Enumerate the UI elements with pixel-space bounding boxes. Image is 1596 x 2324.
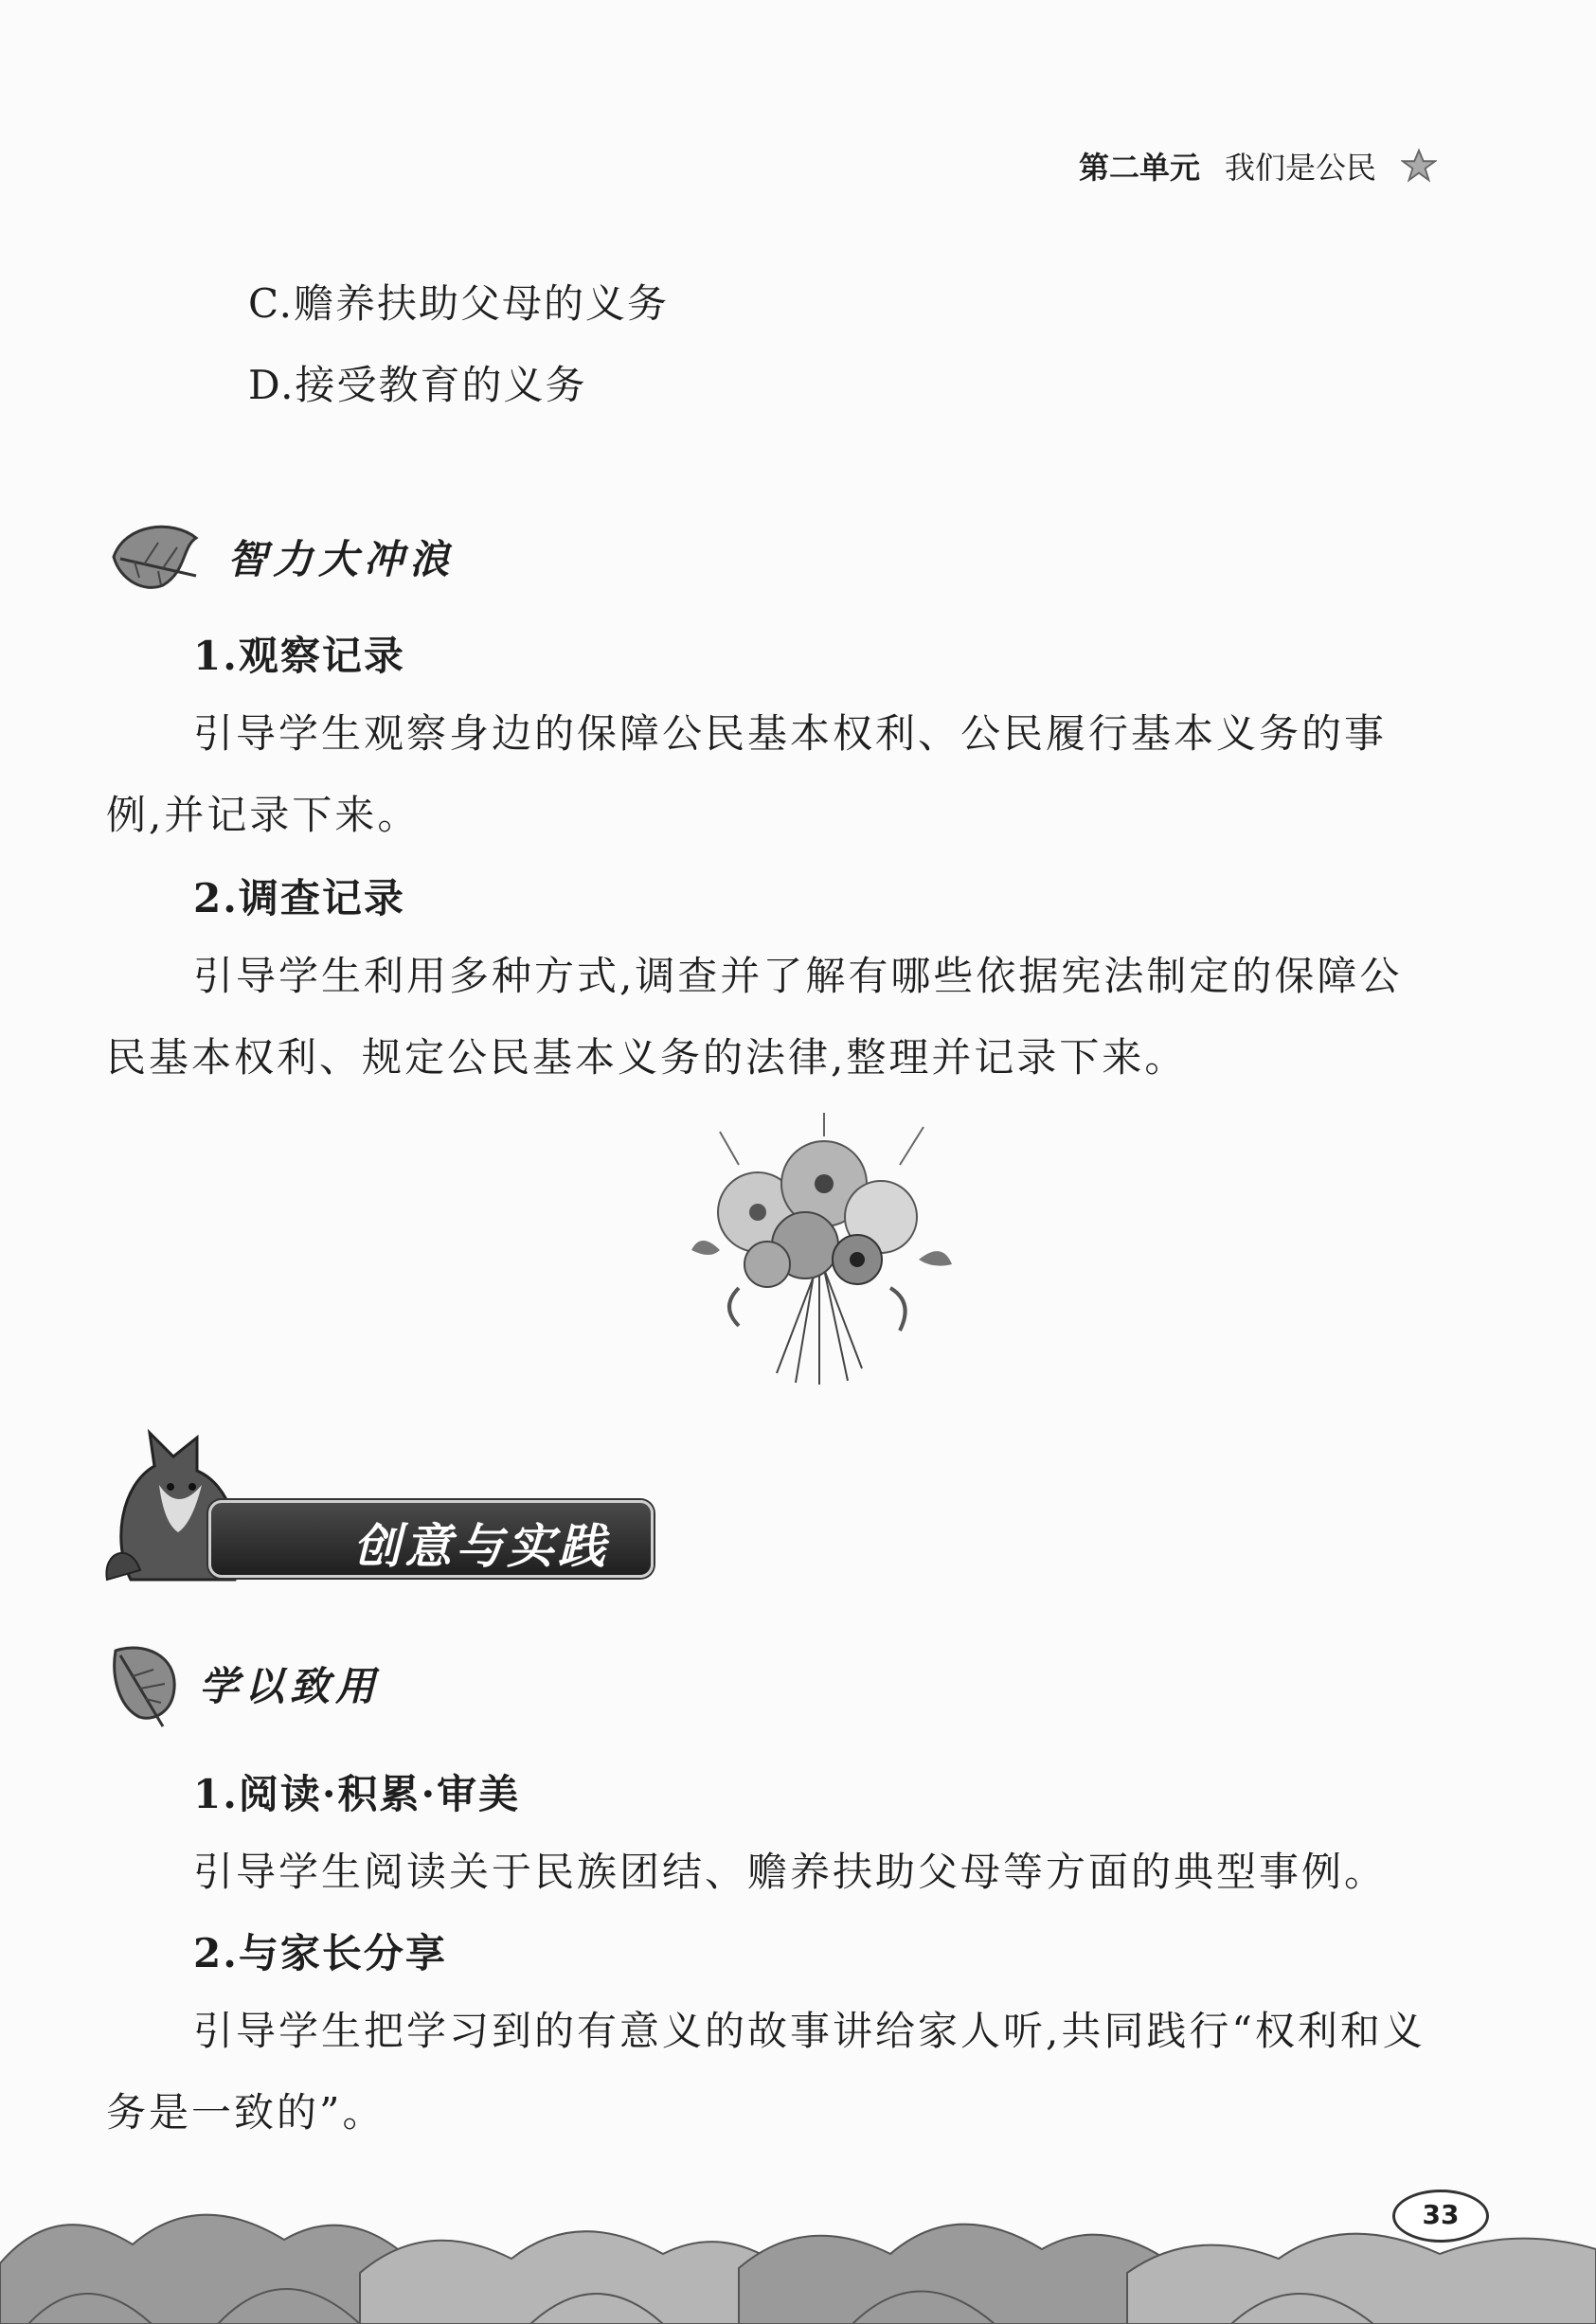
unit-title: 我们是公民 [1224,150,1376,186]
section-heading-2 [106,1636,381,1731]
star-icon [1401,148,1437,184]
wave-border [0,2159,1596,2324]
banner-bar [208,1500,654,1578]
item-heading: 1.阅读·积累·审美 [193,1771,521,1817]
item-heading: 2.与家长分享 [193,1930,447,1976]
page-number: 33 [1392,2190,1489,2243]
item-heading: 2.调查记录 [193,875,405,921]
option-d: D.接受教育的义务 [248,362,587,408]
section-banner [102,1428,609,1589]
section-heading-1 [106,519,455,595]
leaf-icon [106,519,210,595]
bouquet-illustration [682,1108,957,1392]
leaf-icon [106,1636,182,1731]
item-text: 引导学生观察身边的保障公民基本权利、公民履行基本义务的事例,并记录下来。 [106,710,1388,838]
section-title: 学以致用 [199,1663,382,1709]
item-text: 引导学生利用多种方式,调查并了解有哪些依据宪法制定的保障公民基本权利、规定公民基本义务的法律,整理并记录下来。 [106,953,1403,1081]
item-text: 引导学生把学习到的有意义的故事讲给家人听,共同践行“权利和义务是一致的”。 [106,2008,1426,2136]
unit-label: 第二单元 [1078,150,1200,186]
item-text: 引导学生阅读关于民族团结、赡养扶助父母等方面的典型事例。 [193,1849,1388,1895]
section-title: 智力大冲浪 [227,536,456,582]
option-c: C.赡养扶助父母的义务 [248,280,669,327]
page-header [1079,144,1437,188]
banner-label: 创意与实践 [353,1519,609,1574]
item-heading: 1.观察记录 [193,633,405,679]
